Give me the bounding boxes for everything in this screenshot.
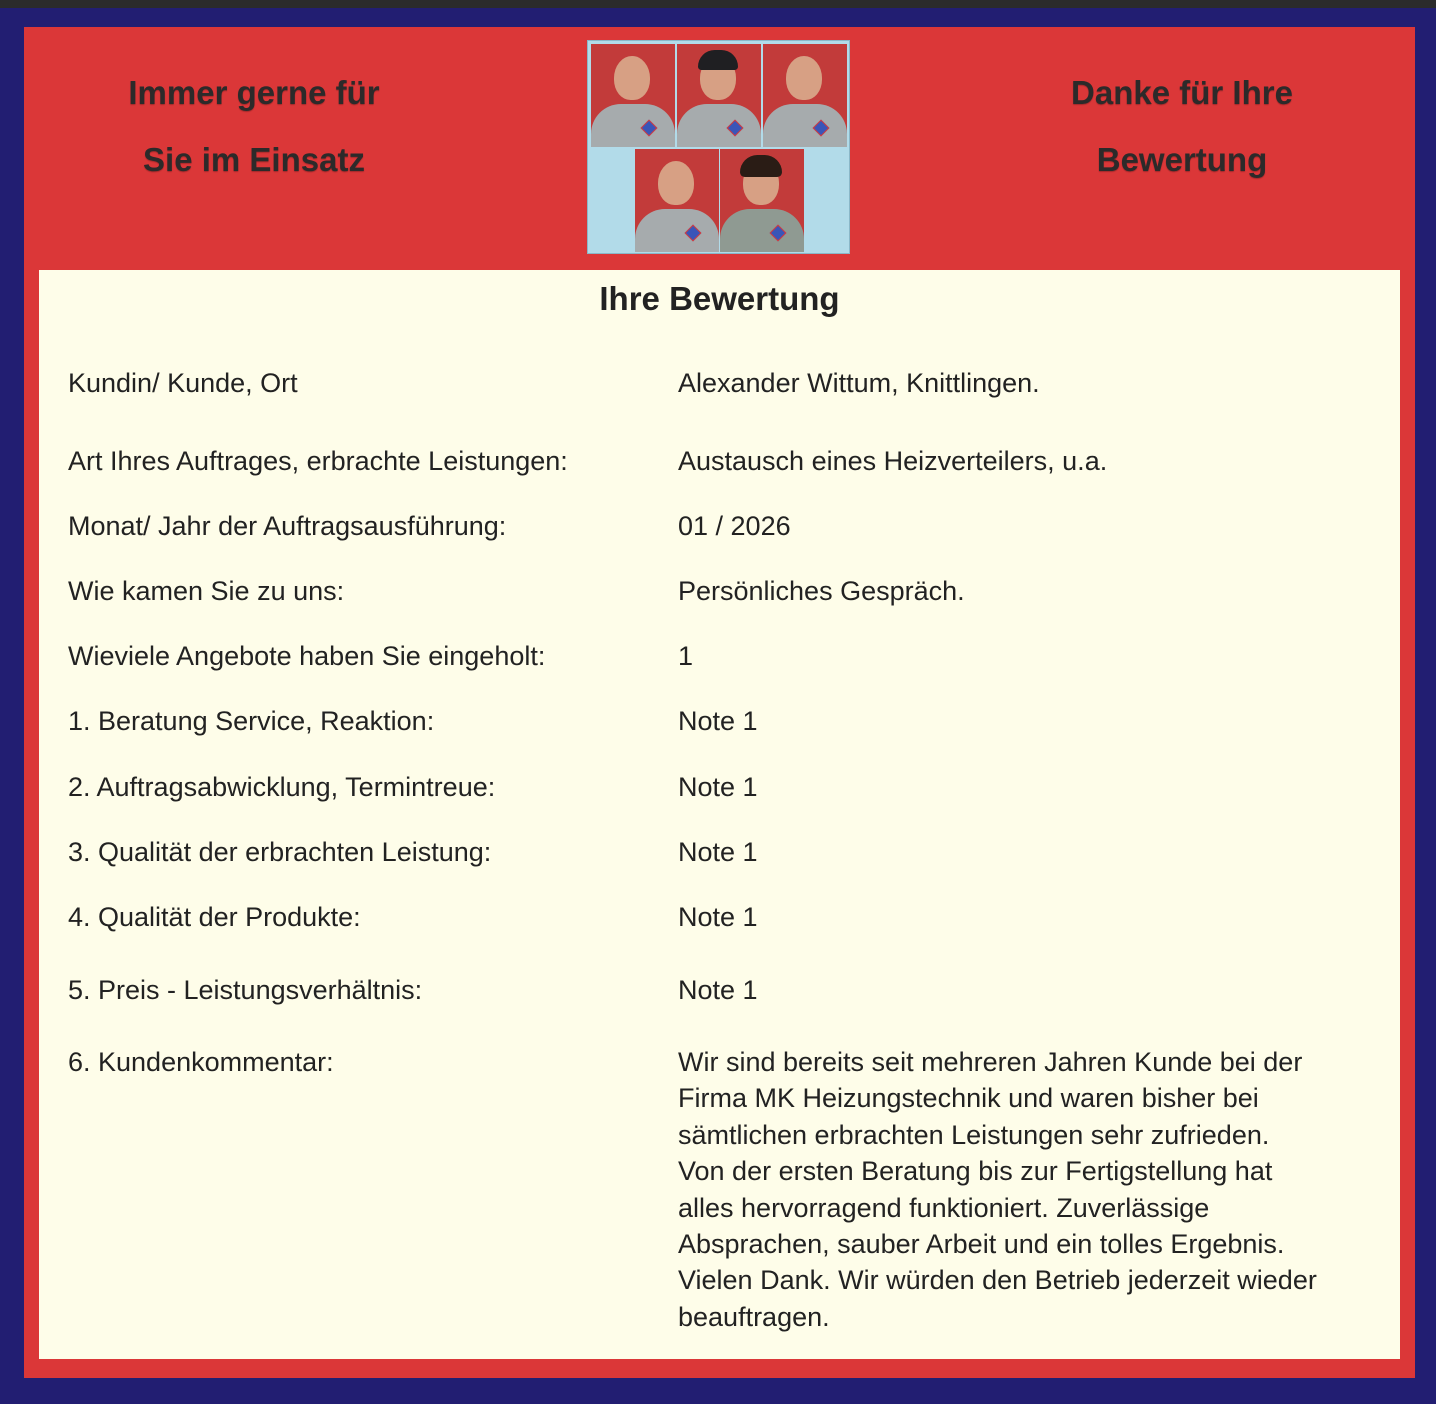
value-customer-comment: [678, 1044, 1378, 1335]
label-rating-consulting: 1. Beratung Service, Reaktion:: [68, 706, 435, 736]
comment-line: Von der ersten Beratung bis zur Fertigstellung hat: [678, 1156, 1273, 1187]
value-offers-count: 1: [678, 641, 694, 671]
slogan-right-line: Danke für Ihre: [1071, 74, 1293, 111]
label-referral: Wie kamen Sie zu uns:: [68, 576, 345, 606]
comment-line: alles hervorragend funktioniert. Zuverlässige: [678, 1192, 1210, 1223]
label-offers-count: Wieviele Angebote haben Sie eingeholt:: [68, 641, 546, 671]
review-card-frame: [24, 27, 1415, 1378]
slogan-left-line: Immer gerne für: [128, 74, 380, 111]
value-rating-price: Note 1: [678, 975, 758, 1005]
comment-line: Vielen Dank. Wir würden den Betrieb jederzeit wieder: [678, 1265, 1317, 1296]
label-order-type: Art Ihres Auftrages, erbrachte Leistungen:: [68, 446, 568, 476]
review-title: Ihre Bewertung: [599, 280, 840, 317]
value-rating-consulting: Note 1: [678, 706, 758, 736]
label-customer-location: Kundin/ Kunde, Ort: [68, 368, 298, 398]
review-panel: [39, 270, 1400, 1359]
team-member-photo: [591, 44, 675, 147]
value-rating-processing: Note 1: [678, 772, 758, 802]
slogan-left-line: Sie im Einsatz: [143, 141, 365, 178]
team-member-photo: [635, 149, 719, 252]
label-rating-price: 5. Preis - Leistungsverhältnis:: [68, 975, 423, 1005]
top-edge-bar: [0, 0, 1436, 8]
slogan-left: [44, 59, 464, 193]
comment-line: beauftragen.: [678, 1301, 830, 1332]
team-member-photo: [763, 44, 847, 147]
value-referral: Persönliches Gespräch.: [678, 576, 965, 606]
label-order-date: Monat/ Jahr der Auftragsausführung:: [68, 511, 507, 541]
team-member-photo: [677, 44, 761, 147]
slogan-right-line: Bewertung: [1096, 141, 1268, 178]
comment-line: Absprachen, sauber Arbeit und ein tolles Ergebnis.: [678, 1229, 1285, 1260]
label-rating-quality-products: 4. Qualität der Produkte:: [68, 902, 361, 932]
team-photo-collage: [587, 40, 850, 254]
label-customer-comment: 6. Kundenkommentar:: [68, 1047, 334, 1077]
slogan-right: [972, 59, 1392, 193]
label-rating-processing: 2. Auftragsabwicklung, Termintreue:: [68, 772, 496, 802]
value-order-type: Austausch eines Heizverteilers, u.a.: [678, 446, 1108, 476]
value-rating-quality-products: Note 1: [678, 902, 758, 932]
value-order-date: 01 / 2026: [678, 511, 791, 541]
label-rating-quality-service: 3. Qualität der erbrachten Leistung:: [68, 837, 492, 867]
team-member-photo: [720, 149, 804, 252]
comment-line: sämtlichen erbrachten Leistungen sehr zufrieden.: [678, 1119, 1270, 1150]
comment-line: Firma MK Heizungstechnik und waren bisher bei: [678, 1083, 1259, 1114]
comment-line: Wir sind bereits seit mehreren Jahren Kunde bei der: [678, 1047, 1303, 1077]
value-rating-quality-service: Note 1: [678, 837, 758, 867]
value-customer-location: Alexander Wittum, Knittlingen.: [678, 368, 1040, 398]
